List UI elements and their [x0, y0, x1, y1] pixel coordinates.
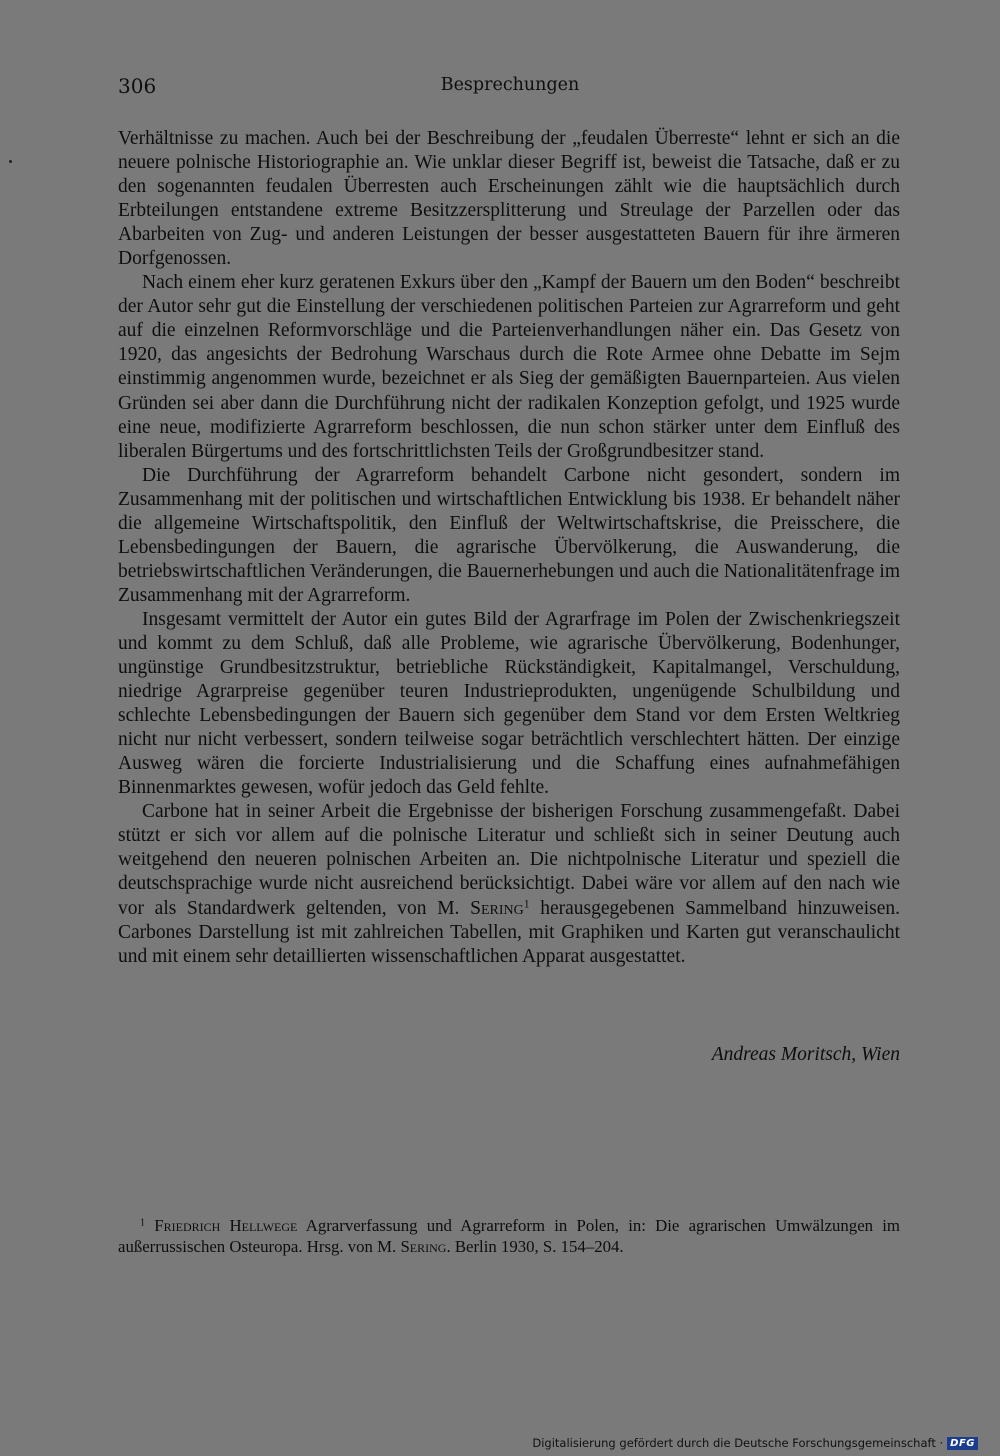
footnote-text	[118, 1215, 900, 1257]
footnote-author: Friedrich Hellwege	[154, 1216, 298, 1235]
footnote-reference[interactable]: 1	[523, 897, 530, 911]
dfg-logo: DFG	[947, 1437, 978, 1450]
paragraph: Insgesamt vermittelt der Autor ein gutes Bild der Agrarfrage im Polen der Zwischenkriegszeit und kommt zu dem Schluß, daß alle Probleme, wie agrarische Übervölkerung, Bodenhunger, ungünstige Grundbesitzstruktur, betriebliche Rückständigkeit, Kapitalmangel, Verschuldung, niedrige Agrarpreise gegenüber teuren Industrieprodukten, ungenügende Schulbildung und schlechte Lebensbedingungen der Bauern sich gegenüber dem Stand vor dem Ersten Weltkrieg nicht nur nicht verbessert, sondern teilweise sogar beträchtlich verschlechtert hätten. Der einzige Ausweg wären die forcierte Industrialisierung und die Schaffung eines aufnahmefähigen Binnenmarktes gewesen, wofür jedoch das Geld fehlte.	[118, 608, 900, 799]
footnote-editor: Sering	[400, 1237, 447, 1256]
paragraph-text: herausgegebenen Sammelband hinzuweisen. Carbones Darstellung ist mit zahlreichen Tabellen, mit Graphiken und Karten gut veranschaulicht und mit einem sehr detaillierten wissenschaftlichen Apparat ausgestattet.	[118, 897, 900, 967]
paragraph: Nach einem eher kurz geratenen Exkurs über den „Kampf der Bauern um den Boden“ beschreibt der Autor sehr gut die Einstellung der verschiedenen politischen Parteien zur Agrarreform und geht auf die einzelnen Reformvorschläge und die Parteienverhandlungen näher ein. Das Gesetz von 1920, das angesichts der Bedrohung Warschaus durch die Rote Armee ohne Debatte im Sejm einstimmig angenommen wurde, bezeichnet er als Sieg der gemäßigten Bauernparteien. Aus vielen Gründen sei aber dann die Durchführung nicht der radikalen Konzeption gefolgt, und 1925 wurde eine neue, modifizierte Agrarreform beschlossen, die nun schon stärker unter dem Einfluß des liberalen Bürgertums und des fortschrittlichsten Teils der Großgrundbesitzer stand.	[118, 272, 900, 462]
footnote-body: Agrarverfassung und Agrarreform in Polen, in: Die agrarischen Umwälzungen im außerrussischen Osteuropa. Hrsg. von M.	[118, 1216, 900, 1256]
paragraph: Die Durchführung der Agrarreform behandelt Carbone nicht gesondert, sondern im Zusammenhang mit der politischen und wirtschaftlichen Entwicklung bis 1938. Er behandelt näher die allgemeine Wirtschaftspolitik, den Einfluß der Weltwirtschaftskrise, die Preisschere, die Lebensbedingungen der Bauern, die agrarische Übervölkerung, die Auswanderung, die betriebswirtschaftlichen Veränderungen, die Bauernerhebungen und auch die Nationalitätenfrage im Zusammenhang mit der Agrarreform.	[118, 464, 900, 606]
paragraph	[118, 800, 900, 968]
page-number: 306	[118, 74, 157, 98]
scan-speck	[9, 160, 12, 163]
reviewer-signature: Andreas Moritsch, Wien	[711, 1044, 900, 1065]
footnote	[118, 1215, 900, 1257]
running-head: Besprechungen	[440, 75, 580, 95]
digitization-credit	[532, 1436, 978, 1450]
editor-name: Sering	[470, 897, 524, 919]
paragraph-text: Carbone hat in seiner Arbeit die Ergebnisse der bisherigen Forschung zusammengefaßt. Dabei stützt er sich vor allem auf die polnische Literatur und schließt sich in seiner Deutung auch weitgehend den neueren polnischen Arbeiten an. Die nichtpolnische Literatur und speziell die deutschsprachige wurde nicht ausreichend berücksichtigt. Dabei wäre vor allem auf den nach wie vor als Standardwerk geltenden, von M.	[118, 801, 900, 919]
footnote-body: . Berlin 1930, S. 154–204.	[446, 1237, 624, 1256]
paragraph: Verhältnisse zu machen. Auch bei der Beschreibung der „feudalen Überreste“ lehnt er sich an die neuere polnische Historiographie an. Wie unklar dieser Begriff ist, beweist die Tatsache, daß er zu den sogenannten feudalen Überresten auch Erscheinungen zählt wie die hauptsächlich durch Erbteilungen entstandene extreme Besitzzersplitterung und Streulage der Parzellen oder das Abarbeiten von Zug- und anderen Leistungen der besser ausgestatteten Bauern für ihre ärmeren Dorfgenossen.	[118, 128, 900, 270]
review-body	[118, 127, 900, 969]
footnote-number: 1	[140, 1217, 146, 1229]
funding-text: Digitalisierung gefördert durch die Deutsche Forschungsgemeinschaft ·	[532, 1436, 944, 1450]
